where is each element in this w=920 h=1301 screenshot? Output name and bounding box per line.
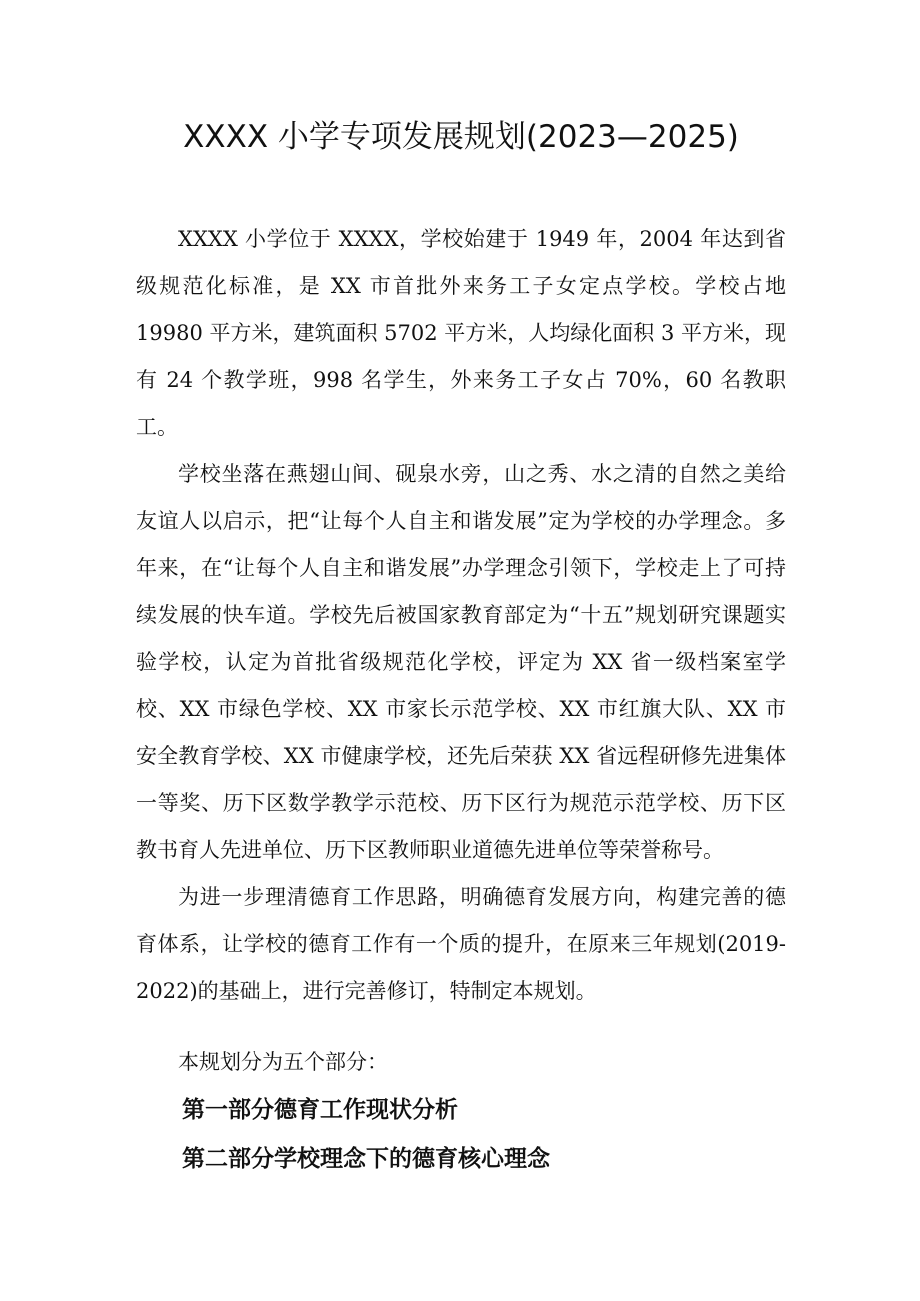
document-title: XXXX 小学专项发展规划(2023—2025) [183, 119, 739, 155]
plan-parts-list [136, 1086, 786, 1184]
plan-part-heading: 第二部分学校理念下的德育核心理念 [182, 1146, 550, 1172]
paragraph-plan-purpose: 为进一步理清德育工作思路，明确德育发展方向，构建完善的德育体系，让学校的德育工作有一个质的提升，在原来三年规划(2019-2022)的基础上，进行完善修订，特制定本规划。 [136, 885, 786, 1003]
plan-part-heading: 第一部分德育工作现状分析 [182, 1097, 458, 1123]
document-body [136, 216, 786, 1015]
paragraph-school-honors: 学校坐落在燕翅山间、砚泉水旁，山之秀、水之清的自然之美给友谊人以启示，把“让每个人自主和谐发展”定为学校的办学理念。多年来，在“让每个人自主和谐发展”办学理念引领下，学校走上了可持续发展的快车道。学校先后被国家教育部定为“十五”规划研究课题实验学校，认定为首批省级规范化学校，评定为 XX 省一级档案室学校、XX 市绿色学校、XX 市家长示范学校、XX 市红旗大队、XX 市安全教育学校、XX 市健康学校，还先后荣获 XX 省远程研修先进集体一等奖、历下区数学教学示范校、历下区行为规范示范学校、历下区教书育人先进单位、历下区教师职业道德先进单位等荣誉称号。 [136, 462, 786, 862]
plan-structure-intro: 本规划分为五个部分： [178, 1050, 388, 1074]
paragraph-school-overview: XXXX 小学位于 XXXX，学校始建于 1949 年，2004 年达到省级规范化标准，是 XX 市首批外来务工子女定点学校。学校占地 19980 平方米，建筑面积 5702 平方米，人均绿化面积 3 平方米，现有 24 个教学班，998 名学生，外来务工子女占 70%，60 名教职工。 [136, 227, 786, 439]
